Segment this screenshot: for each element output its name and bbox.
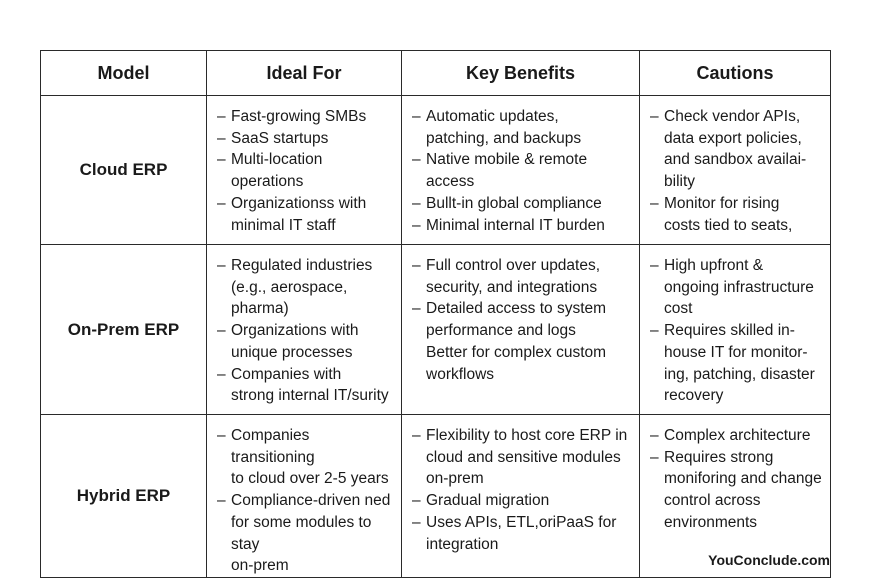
list-item: – Native mobile & remote access (412, 149, 633, 192)
benefits-cell (402, 415, 640, 578)
cautions-cell (640, 96, 831, 245)
table-row (41, 245, 831, 415)
list-item: – Requires skilled in- house IT for monitor- ing, patching, disaster recovery (650, 320, 824, 407)
cautions-list (640, 415, 830, 534)
brand-watermark: YouConclude.com (702, 552, 830, 568)
list-item: – Compliance-driven ned for some modules to stay on-prem (217, 490, 395, 577)
list-item: Better for complex custom workflows (426, 343, 607, 383)
list-item: – Companies with strong internal IT/surity (217, 364, 395, 407)
list-item: – Monitor for rising costs tied to seats, (650, 193, 824, 236)
benefits-cell (402, 245, 640, 415)
benefits-cell (402, 96, 640, 245)
header-row (41, 51, 831, 96)
list-item: – Bullt-in global compliance (412, 193, 633, 215)
ideal-for-cell (207, 415, 402, 578)
list-item: – Detailed access to system performance and logs (412, 298, 633, 341)
list-item: – Companies transitioning to cloud over 2-5 years (217, 425, 395, 490)
list-item: – Organizations with unique processes (217, 320, 395, 363)
model-name-cell: On-Prem ERP (41, 245, 207, 415)
list-item: – Gradual migration (412, 490, 633, 512)
header-cautions: Cautions (640, 51, 831, 96)
benefits-list (402, 415, 639, 555)
list-item: – Flexibility to host core ERP in cloud and sensitive modules on-prem (412, 425, 633, 490)
list-item: – Full control over updates, security, and integrations (412, 255, 633, 298)
cautions-list (640, 245, 830, 407)
list-item: – SaaS startups (217, 128, 395, 150)
benefits-list (402, 245, 639, 385)
table-row (41, 96, 831, 245)
list-item: – Minimal internal IT burden (412, 215, 633, 237)
list-item: – Multi-location operations (217, 149, 395, 192)
list-item: – Check vendor APIs, data export policies, and sandbox availai- bility (650, 106, 824, 193)
list-item: – Automatic updates, patching, and backups (412, 106, 633, 149)
list-item: – Requires strong moniforing and change control across environments (650, 447, 824, 534)
ideal-for-list (207, 96, 401, 236)
ideal-for-cell (207, 245, 402, 415)
list-item: – High upfront & ongoing infrastructure cost (650, 255, 824, 320)
list-item: – Complex architecture (650, 425, 824, 447)
header-ideal-for: Ideal For (207, 51, 402, 96)
ideal-for-list (207, 245, 401, 407)
benefits-list (402, 96, 639, 236)
cautions-cell (640, 245, 831, 415)
header-model: Model (41, 51, 207, 96)
cautions-list (640, 96, 830, 236)
ideal-for-list (207, 415, 401, 577)
model-name-cell: Hybrid ERP (41, 415, 207, 578)
header-key-benefits: Key Benefits (402, 51, 640, 96)
list-item: – Uses APIs, ETL,oriPaaS for integration (412, 512, 633, 555)
model-name-cell: Cloud ERP (41, 96, 207, 245)
ideal-for-cell (207, 96, 402, 245)
list-item: – Fast-growing SMBs (217, 106, 395, 128)
list-item: – Organizationss with minimal IT staff (217, 193, 395, 236)
erp-comparison-table (40, 50, 831, 578)
list-item: – Regulated industries (e.g., aerospace, pharma) (217, 255, 395, 320)
